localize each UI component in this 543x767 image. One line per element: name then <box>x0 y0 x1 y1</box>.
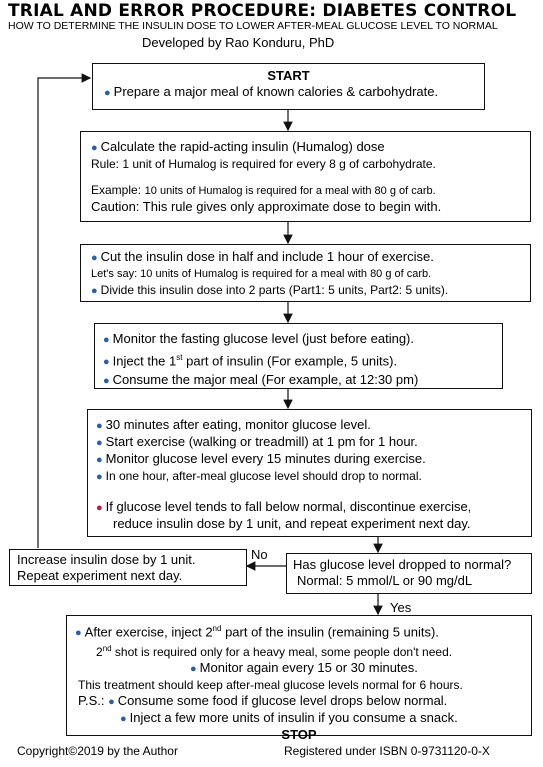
bullet-icon: ● <box>91 142 98 154</box>
start-line: ● Prepare a major meal of known calories & carbohydrate. <box>104 84 439 99</box>
no-label: No <box>251 547 268 562</box>
exercise-box <box>87 409 532 537</box>
bullet-icon: ● <box>75 627 82 640</box>
exercise-line-4: ● In one hour, after-meal glucose level should drop to normal. <box>96 469 422 483</box>
decision-box <box>286 553 532 594</box>
bullet-icon: ● <box>103 334 110 346</box>
monitor-line-3: ● Consume the major meal (For example, at 12:30 pm) <box>103 372 419 388</box>
start-box <box>92 63 485 110</box>
exercise-line-3: ● Monitor glucose level every 15 minutes during exercise. <box>96 451 426 466</box>
monitor-line-1: ● Monitor the fasting glucose level (just before eating). <box>103 331 414 346</box>
final-line-5: P.S.: ● Consume some food if glucose level drops below normal. <box>78 693 448 709</box>
calc-caution: Caution: This rule gives only approximate dose to begin with. <box>91 199 442 214</box>
increase-dose-box <box>9 549 247 586</box>
copyright: Copyright©2019 by the Author <box>17 744 178 758</box>
calc-line-1: ● Calculate the rapid-acting insulin (Humalog) dose <box>91 139 385 154</box>
calc-rule: Rule: 1 unit of Humalog is required for every 8 g of carbohydrate. <box>91 157 436 171</box>
final-box <box>66 615 532 743</box>
cut-line-1: ● Cut the insulin dose in half and include 1 hour of exercise. <box>91 249 434 264</box>
exercise-warning-2: reduce insulin dose by 1 unit, and repeat experiment next day. <box>113 516 471 531</box>
decision-question: Has glucose level dropped to normal? <box>293 557 512 572</box>
yes-label: Yes <box>390 600 412 615</box>
bullet-icon: ● <box>91 252 98 264</box>
bullet-icon: ● <box>96 471 103 483</box>
final-line-2: 2nd shot is required only for a heavy meal, some people don't need. <box>96 644 453 660</box>
final-line-4: This treatment should keep after-meal glucose levels normal for 6 hours. <box>78 678 463 693</box>
cut-dose-box <box>80 244 531 302</box>
bullet-icon: ● <box>96 454 103 466</box>
start-heading: START <box>267 68 310 83</box>
page-subtitle: HOW TO DETERMINE THE INSULIN DOSE TO LOWER AFTER-MEAL GLUCOSE LEVEL TO NORMAL <box>8 20 498 32</box>
page-title: TRIAL AND ERROR PROCEDURE: DIABETES CONTROL <box>8 1 517 21</box>
bullet-icon: ● <box>103 356 110 369</box>
calculate-dose-box <box>80 131 531 222</box>
bullet-icon: ● <box>96 420 103 432</box>
increase-line-1: Increase insulin dose by 1 unit. <box>17 552 196 567</box>
exercise-line-2: ● Start exercise (walking or treadmill) at 1 pm for 1 hour. <box>96 434 418 449</box>
cut-line-3: ● Divide this insulin dose into 2 parts (Part1: 5 units, Part2: 5 units). <box>91 283 449 297</box>
final-line-1: ● After exercise, inject 2nd part of the insulin (remaining 5 units). <box>75 624 439 640</box>
bullet-icon: ● <box>108 696 115 709</box>
monitor-line-2: ● Inject the 1st part of insulin (For example, 5 units). <box>103 353 398 369</box>
bullet-icon: ● <box>120 713 127 726</box>
exercise-warning-1: ● If glucose level tends to fall below normal, discontinue exercise, <box>96 499 472 514</box>
decision-normal: Normal: 5 mmol/L or 90 mg/dL <box>297 573 473 588</box>
isbn: Registered under ISBN 0-9731120-0-X <box>284 744 490 758</box>
final-line-3: ● Monitor again every 15 or 30 minutes. <box>190 660 418 676</box>
bullet-icon: ● <box>96 437 103 449</box>
exercise-line-1: ● 30 minutes after eating, monitor glucose level. <box>96 417 371 432</box>
warning-bullet-icon: ● <box>96 502 103 514</box>
bullet-icon: ● <box>104 87 111 99</box>
author-line: Developed by Rao Konduru, PhD <box>142 35 335 50</box>
final-line-6: ● Inject a few more units of insulin if you consume a snack. <box>120 710 458 726</box>
stop-label: STOP <box>281 727 317 743</box>
calc-example: Example: 10 units of Humalog is required for a meal with 80 g of carb. <box>91 183 436 197</box>
cut-line-2: Let's say: 10 units of Humalog is required for a meal with 80 g of carb. <box>91 268 432 280</box>
bullet-icon: ● <box>190 663 197 676</box>
increase-line-2: Repeat experiment next day. <box>17 568 183 583</box>
monitor-fasting-box <box>94 323 503 389</box>
bullet-icon: ● <box>91 285 98 297</box>
bullet-icon: ● <box>103 375 110 388</box>
